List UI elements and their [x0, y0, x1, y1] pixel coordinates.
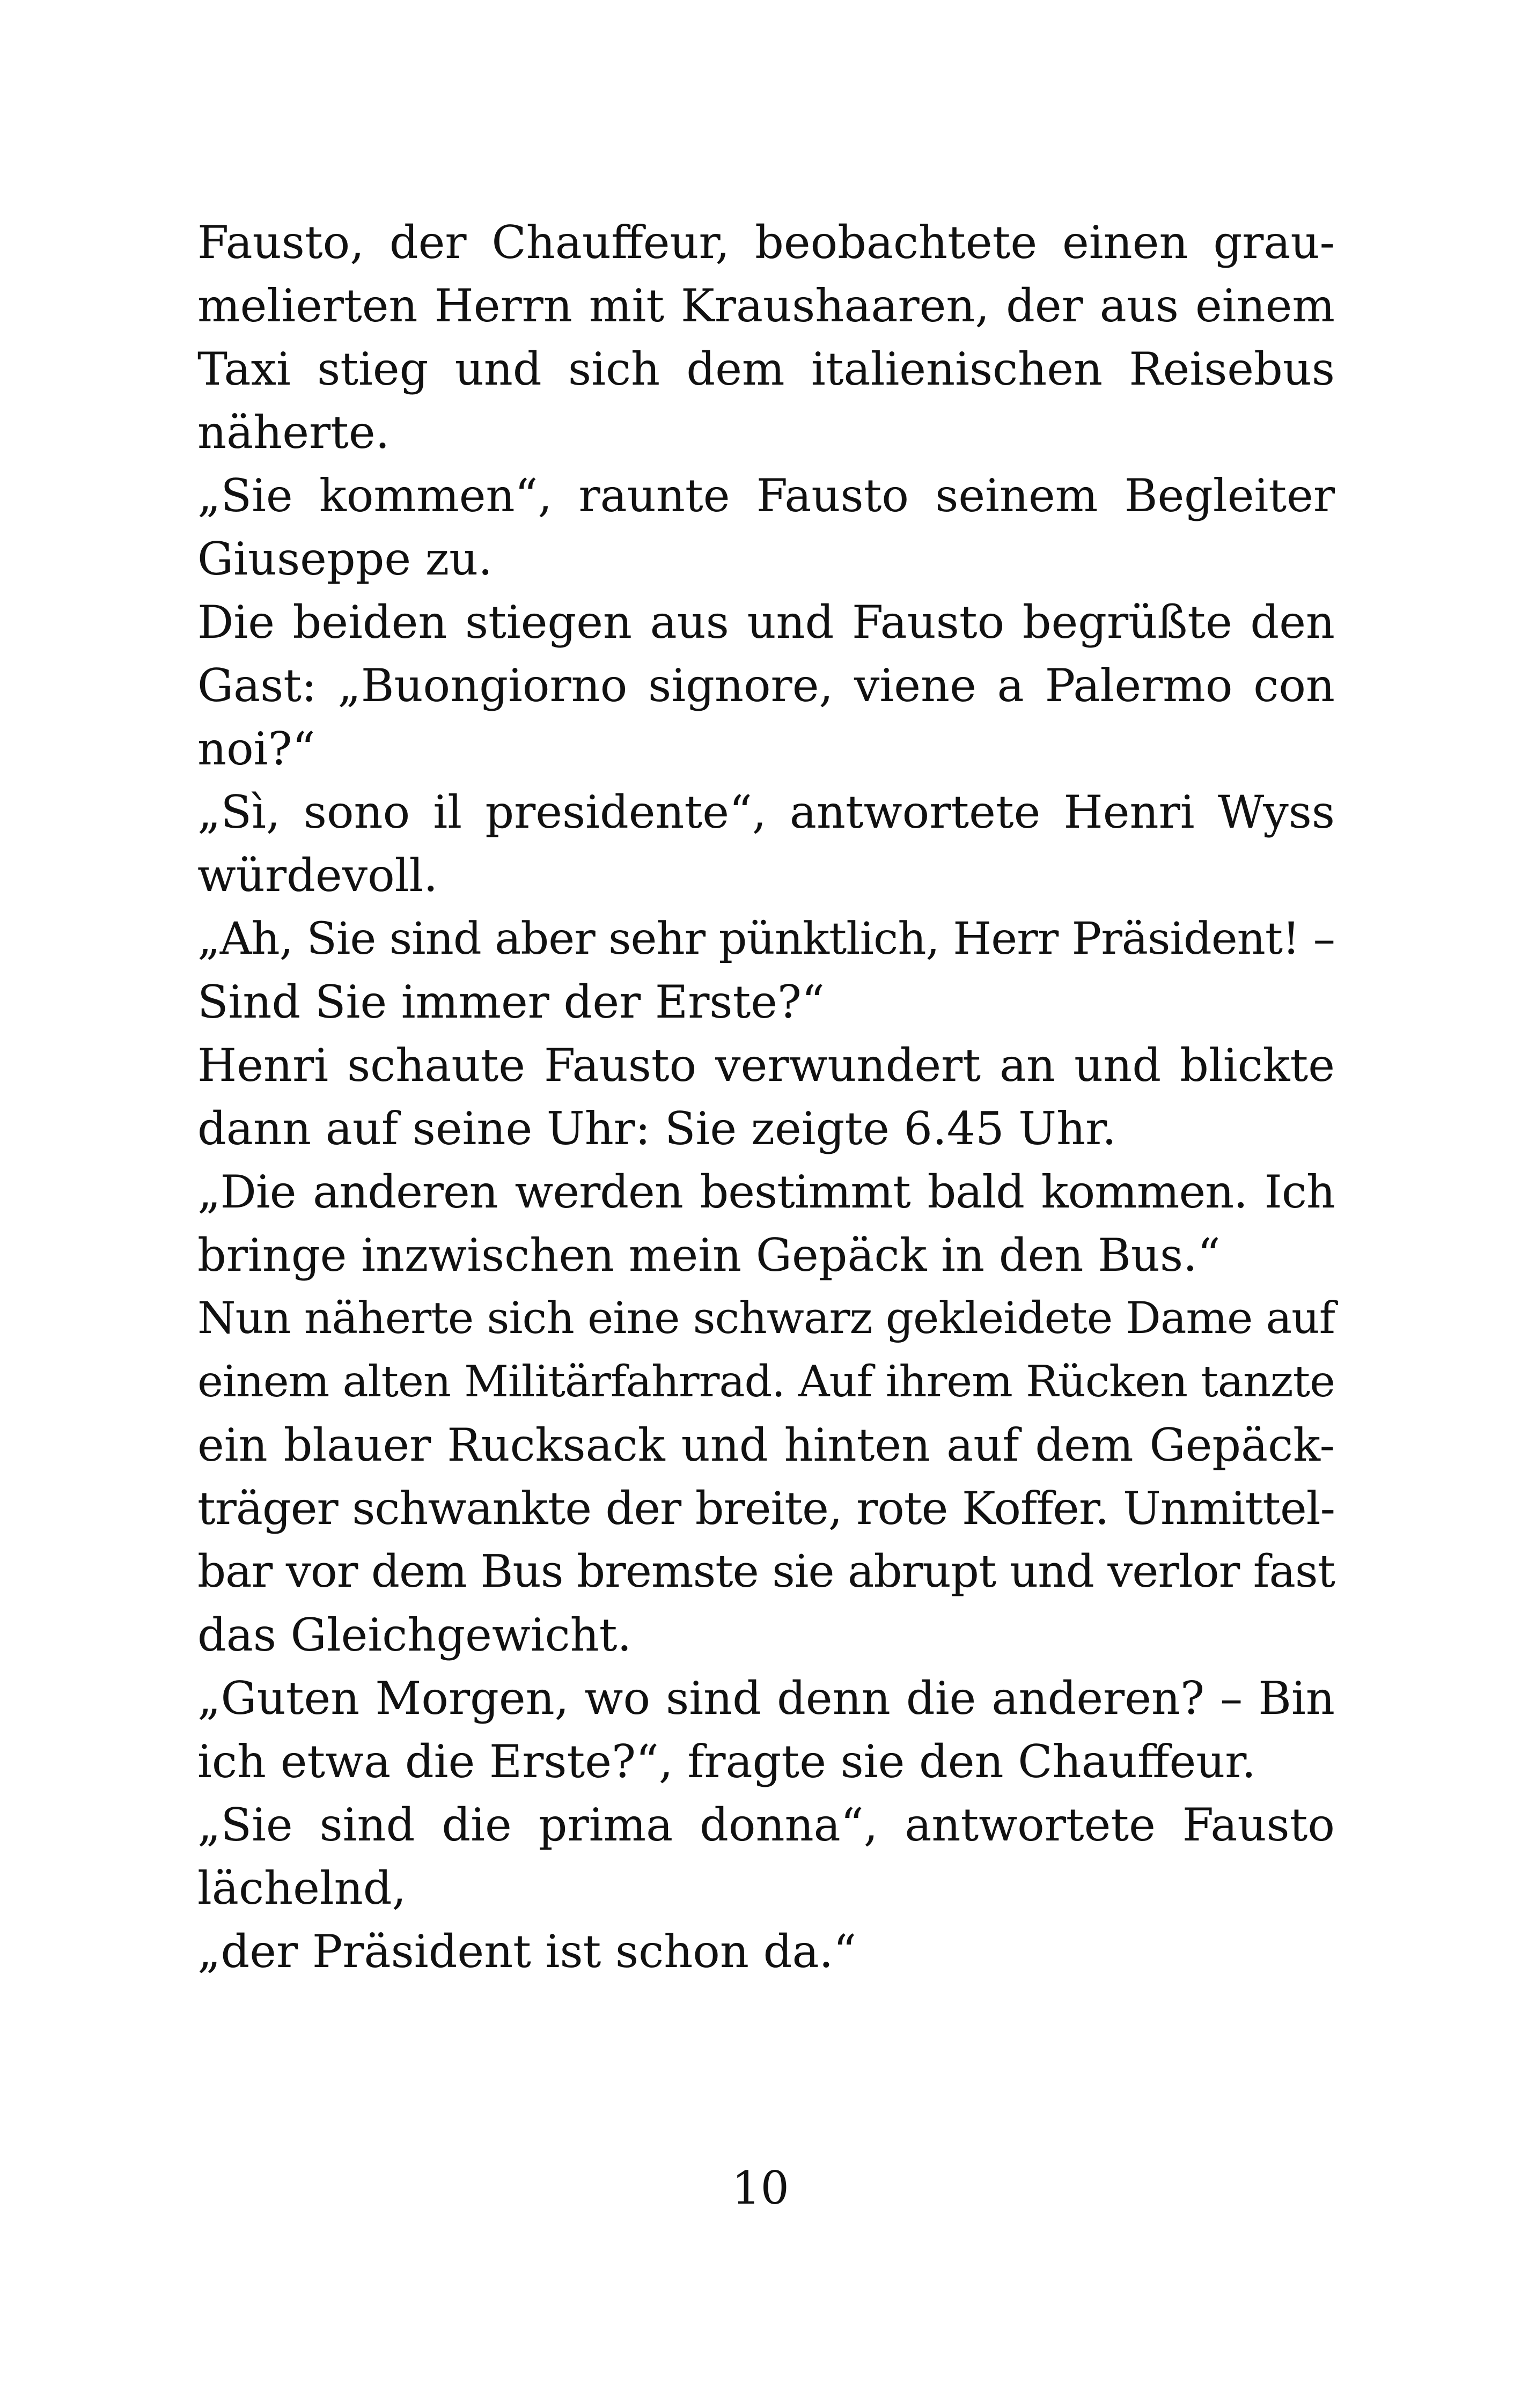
- text-line: „Sie sind die prima donna“, antwortete Fausto: [197, 1799, 1335, 1851]
- text-line: dann auf seine Uhr: Sie zeigte 6.45 Uhr.: [197, 1102, 1116, 1155]
- text-line: träger schwankte der breite, rote Koffer. Unmittel-: [197, 1482, 1335, 1535]
- text-line: Die beiden stiegen aus und Fausto begrüßte den: [197, 596, 1335, 649]
- text-line: Giuseppe zu.: [197, 533, 493, 585]
- text-line: melierten Herrn mit Kraushaaren, der aus einem: [197, 279, 1335, 332]
- text-line: ein blauer Rucksack und hinten auf dem Gepäck-: [197, 1419, 1335, 1471]
- text-line: würdevoll.: [197, 849, 438, 902]
- text-line: Sind Sie immer der Erste?“: [197, 976, 825, 1028]
- text-line: „der Präsident ist schon da.“: [197, 1925, 857, 1978]
- text-line: bar vor dem Bus bremste sie abrupt und verlor fast: [197, 1545, 1335, 1597]
- text-line: „Ah, Sie sind aber sehr pünktlich, Herr Präsident! –: [197, 913, 1335, 964]
- text-line: Henri schaute Fausto verwundert an und blickte: [197, 1039, 1335, 1092]
- text-line: Taxi stieg und sich dem italienischen Reisebus: [197, 343, 1335, 395]
- text-line: „Die anderen werden bestimmt bald kommen. Ich: [197, 1166, 1335, 1218]
- text-line: Gast: „Buongiorno signore, viene a Palermo con: [197, 659, 1335, 712]
- page-number: 10: [732, 2162, 789, 2214]
- text-line: ich etwa die Erste?“, fragte sie den Chauffeur.: [197, 1735, 1256, 1788]
- body-text: [197, 211, 1335, 1983]
- text-line: bringe inzwischen mein Gepäck in den Bus.“: [197, 1229, 1221, 1282]
- text-line: „Sie kommen“, raunte Fausto seinem Begleiter: [197, 469, 1335, 522]
- text-line: „Sì, sono il presidente“, antwortete Henri Wyss: [197, 786, 1335, 838]
- text-line: „Guten Morgen, wo sind denn die anderen? – Bin: [197, 1672, 1335, 1725]
- text-line: Fausto, der Chauffeur, beobachtete einen grau-: [197, 216, 1335, 269]
- text-line: das Gleichgewicht.: [197, 1609, 632, 1661]
- text-line: einem alten Militärfahrrad. Auf ihrem Rücken tanzte: [197, 1357, 1335, 1407]
- text-line: lächelnd,: [197, 1862, 407, 1914]
- text-line: noi?“: [197, 723, 315, 775]
- text-line: Nun näherte sich eine schwarz gekleidete Dame auf: [197, 1293, 1335, 1344]
- text-line: näherte.: [197, 406, 390, 459]
